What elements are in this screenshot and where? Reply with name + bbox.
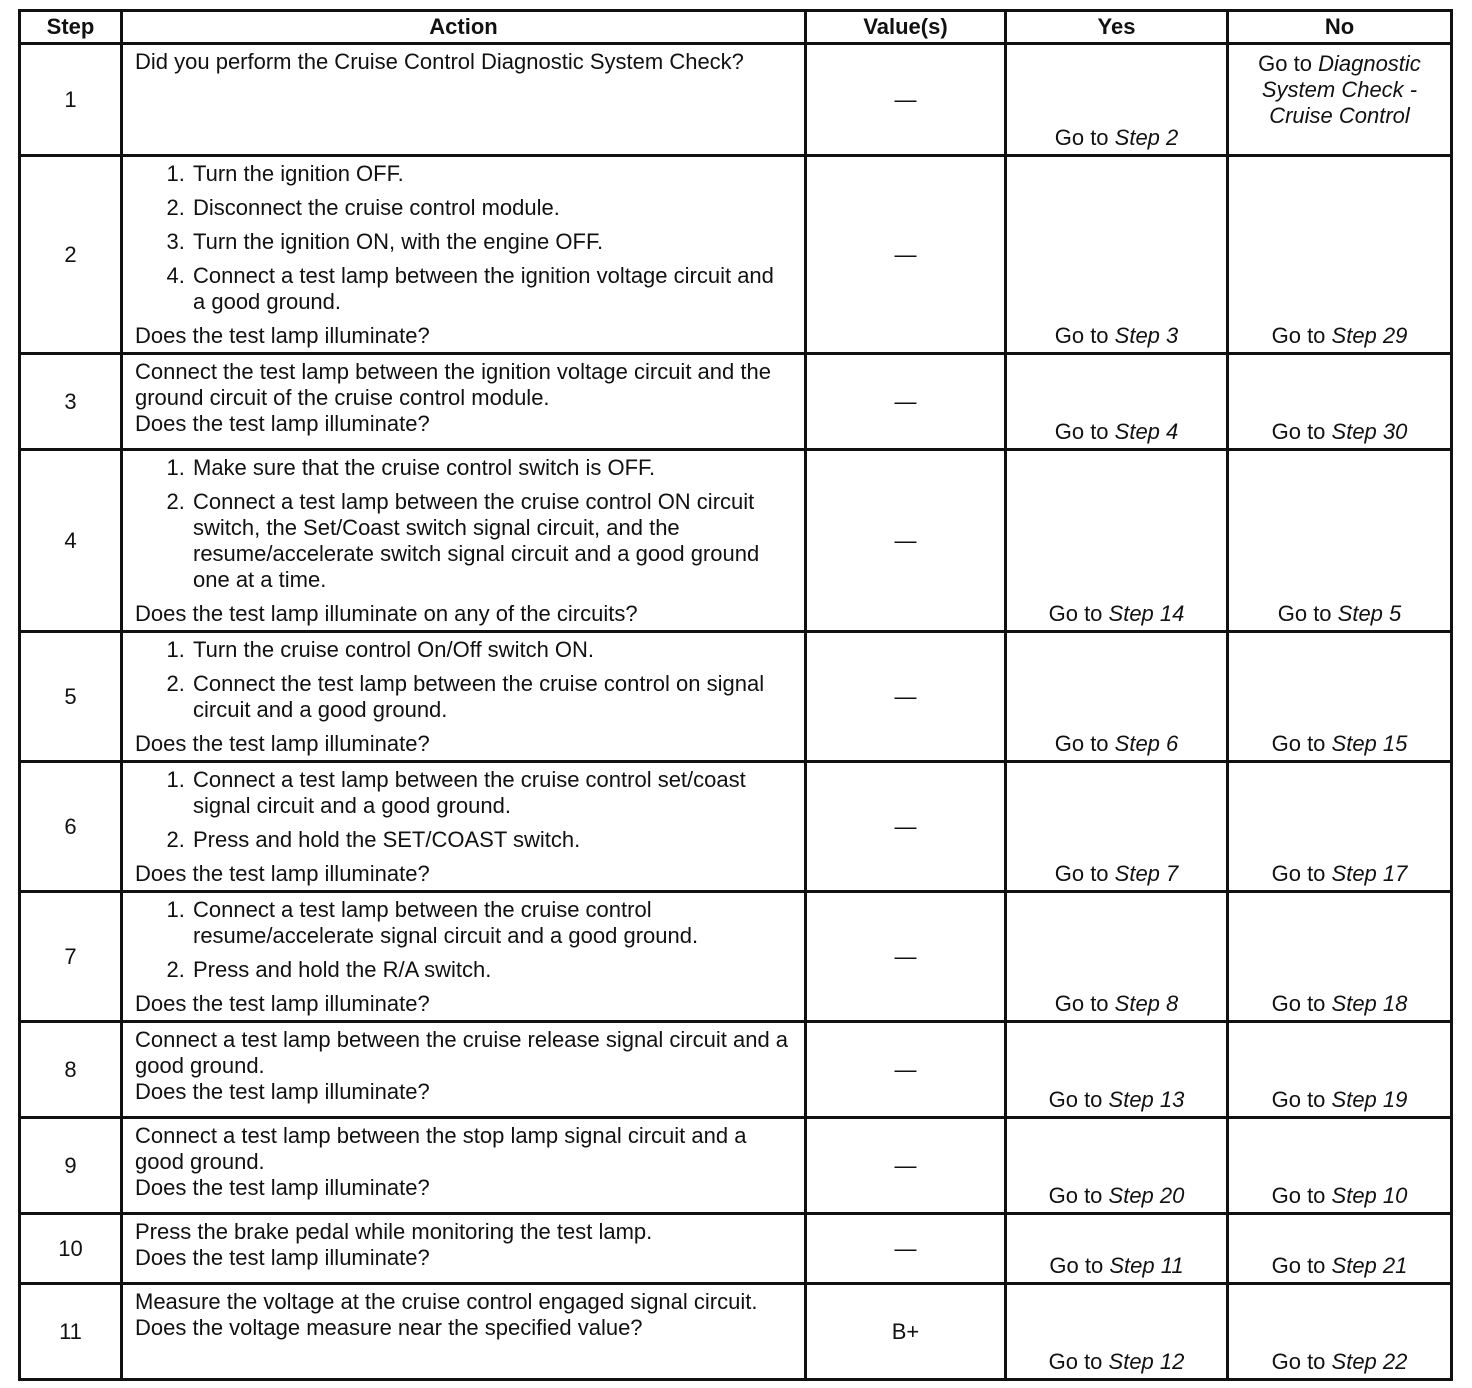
action-item: 2. Connect the test lamp between the cruise control on signal circuit and a good ground. [191, 671, 792, 723]
step-number: 4 [20, 450, 122, 632]
yes-prefix: Go to [1049, 1253, 1110, 1278]
action-list [135, 161, 792, 315]
no-step-ref: Step 19 [1331, 1087, 1408, 1112]
value-cell: — [806, 762, 1006, 892]
no-step-ref: Step 30 [1331, 419, 1408, 444]
step-number: 2 [20, 156, 122, 354]
step-number: 8 [20, 1022, 122, 1118]
header-yes: Yes [1006, 11, 1228, 44]
table-row [20, 632, 1452, 762]
yes-step-ref: Step 11 [1109, 1253, 1184, 1278]
value-cell: — [806, 1022, 1006, 1118]
table-row [20, 156, 1452, 354]
no-cell [1228, 450, 1452, 632]
yes-cell [1006, 44, 1228, 156]
action-cell [122, 156, 806, 354]
step-number: 7 [20, 892, 122, 1022]
action-question: Does the voltage measure near the specified value? [135, 1315, 643, 1340]
no-step-ref: Step 15 [1331, 731, 1408, 756]
yes-prefix: Go to [1054, 991, 1115, 1016]
no-step-ref: Step 18 [1331, 991, 1408, 1016]
yes-prefix: Go to [1054, 125, 1115, 150]
table-row [20, 1022, 1452, 1118]
action-item: 1. Connect a test lamp between the cruise control set/coast signal circuit and a good ground. [191, 767, 792, 819]
yes-prefix: Go to [1054, 731, 1115, 756]
yes-step-ref: Step 3 [1114, 323, 1179, 348]
action-item: 2. Press and hold the R/A switch. [191, 957, 792, 983]
action-cell [122, 632, 806, 762]
no-prefix: Go to [1271, 1183, 1332, 1208]
yes-cell [1006, 156, 1228, 354]
table-row [20, 450, 1452, 632]
table-row [20, 762, 1452, 892]
action-text: Connect a test lamp between the cruise release signal circuit and a good ground. [135, 1027, 789, 1078]
action-question: Does the test lamp illuminate? [135, 1245, 430, 1270]
yes-step-ref: Step 4 [1114, 419, 1179, 444]
yes-prefix: Go to [1048, 601, 1109, 626]
table-row [20, 1214, 1452, 1284]
yes-cell [1006, 892, 1228, 1022]
yes-cell [1006, 1284, 1228, 1380]
no-cell [1228, 892, 1452, 1022]
yes-prefix: Go to [1048, 1087, 1109, 1112]
diagnostic-table [18, 9, 1453, 1381]
table-row [20, 354, 1452, 450]
action-question: Does the test lamp illuminate? [135, 991, 430, 1016]
yes-prefix: Go to [1054, 323, 1115, 348]
no-cell [1228, 1284, 1452, 1380]
action-cell [122, 892, 806, 1022]
no-step-ref: Step 10 [1331, 1183, 1408, 1208]
no-step-ref: Step 29 [1331, 323, 1408, 348]
header-values: Value(s) [806, 11, 1006, 44]
table-row [20, 44, 1452, 156]
value-cell: — [806, 1214, 1006, 1284]
no-cell [1228, 44, 1452, 156]
action-item: 4. Connect a test lamp between the ignition voltage circuit and a good ground. [191, 263, 792, 315]
action-cell [122, 44, 806, 156]
action-item: 1. Connect a test lamp between the cruise control resume/accelerate signal circuit and a good ground. [191, 897, 792, 949]
no-prefix: Go to [1271, 1087, 1332, 1112]
action-list [135, 637, 792, 723]
no-cell [1228, 156, 1452, 354]
step-number: 5 [20, 632, 122, 762]
action-question: Does the test lamp illuminate? [135, 1079, 430, 1104]
action-text: Did you perform the Cruise Control Diagnostic System Check? [135, 49, 744, 74]
table-row [20, 892, 1452, 1022]
no-prefix: Go to [1271, 731, 1332, 756]
step-number: 1 [20, 44, 122, 156]
table-body [20, 44, 1452, 1380]
yes-step-ref: Step 2 [1114, 125, 1179, 150]
action-cell [122, 762, 806, 892]
no-step-ref: Step 22 [1331, 1349, 1408, 1374]
yes-cell [1006, 450, 1228, 632]
action-item: 2. Connect a test lamp between the cruise control ON circuit switch, the Set/Coast switch signal circuit, and the resume/accelerate switch signal circuit and a good ground one at a time. [191, 489, 792, 593]
action-item: 2. Press and hold the SET/COAST switch. [191, 827, 792, 853]
yes-cell [1006, 1022, 1228, 1118]
yes-step-ref: Step 6 [1114, 731, 1179, 756]
action-question: Does the test lamp illuminate? [135, 1175, 430, 1200]
action-cell [122, 1118, 806, 1214]
value-cell: — [806, 632, 1006, 762]
yes-step-ref: Step 7 [1114, 861, 1179, 886]
action-question: Does the test lamp illuminate? [135, 731, 430, 756]
no-step-ref: Step 21 [1331, 1253, 1408, 1278]
value-cell: — [806, 156, 1006, 354]
no-cell [1228, 1118, 1452, 1214]
no-cell [1228, 354, 1452, 450]
yes-step-ref: Step 20 [1108, 1183, 1185, 1208]
yes-prefix: Go to [1048, 1349, 1109, 1374]
action-list [135, 897, 792, 983]
no-prefix: Go to [1271, 323, 1332, 348]
step-number: 11 [20, 1284, 122, 1380]
no-cell [1228, 1022, 1452, 1118]
step-number: 9 [20, 1118, 122, 1214]
no-step-ref: Step 5 [1337, 601, 1402, 626]
step-number: 10 [20, 1214, 122, 1284]
action-text: Connect the test lamp between the ignition voltage circuit and the ground circuit of the cruise control module. [135, 359, 771, 410]
yes-cell [1006, 354, 1228, 450]
no-cell [1228, 1214, 1452, 1284]
yes-step-ref: Step 12 [1108, 1349, 1185, 1374]
yes-cell [1006, 1214, 1228, 1284]
no-step-ref: Step 17 [1331, 861, 1408, 886]
no-step-ref: Diagnostic System Check - Cruise Control [1261, 51, 1421, 128]
yes-step-ref: Step 14 [1108, 601, 1185, 626]
step-number: 3 [20, 354, 122, 450]
yes-prefix: Go to [1048, 1183, 1109, 1208]
yes-cell [1006, 1118, 1228, 1214]
no-cell [1228, 632, 1452, 762]
action-list [135, 767, 792, 853]
action-cell [122, 354, 806, 450]
no-prefix: Go to [1271, 991, 1332, 1016]
action-list [135, 455, 792, 593]
action-item: 2. Disconnect the cruise control module. [191, 195, 792, 221]
action-item: 1. Turn the cruise control On/Off switch ON. [191, 637, 792, 663]
value-cell: — [806, 892, 1006, 1022]
no-prefix: Go to [1258, 51, 1319, 76]
yes-step-ref: Step 8 [1114, 991, 1179, 1016]
action-item: 1. Turn the ignition OFF. [191, 161, 792, 187]
action-question: Does the test lamp illuminate? [135, 861, 430, 886]
yes-prefix: Go to [1054, 861, 1115, 886]
value-cell: — [806, 1118, 1006, 1214]
step-number: 6 [20, 762, 122, 892]
no-prefix: Go to [1277, 601, 1338, 626]
yes-cell [1006, 632, 1228, 762]
value-cell: — [806, 44, 1006, 156]
header-action: Action [122, 11, 806, 44]
action-text: Press the brake pedal while monitoring the test lamp. [135, 1219, 653, 1244]
action-cell [122, 1214, 806, 1284]
action-cell [122, 1284, 806, 1380]
table-row [20, 1118, 1452, 1214]
value-cell: — [806, 450, 1006, 632]
action-item: 1. Make sure that the cruise control switch is OFF. [191, 455, 792, 481]
action-cell [122, 1022, 806, 1118]
no-prefix: Go to [1271, 1253, 1332, 1278]
value-cell: — [806, 354, 1006, 450]
yes-step-ref: Step 13 [1108, 1087, 1185, 1112]
table-row [20, 1284, 1452, 1380]
header-no: No [1228, 11, 1452, 44]
action-item: 3. Turn the ignition ON, with the engine OFF. [191, 229, 792, 255]
value-cell: B+ [806, 1284, 1006, 1380]
action-text: Connect a test lamp between the stop lamp signal circuit and a good ground. [135, 1123, 747, 1174]
header-row [20, 11, 1452, 44]
header-step: Step [20, 11, 122, 44]
action-cell [122, 450, 806, 632]
no-prefix: Go to [1271, 861, 1332, 886]
no-prefix: Go to [1271, 419, 1332, 444]
yes-prefix: Go to [1054, 419, 1115, 444]
action-question: Does the test lamp illuminate? [135, 323, 430, 348]
no-cell [1228, 762, 1452, 892]
action-text: Measure the voltage at the cruise control engaged signal circuit. [135, 1289, 758, 1314]
yes-cell [1006, 762, 1228, 892]
no-prefix: Go to [1271, 1349, 1332, 1374]
action-question: Does the test lamp illuminate? [135, 411, 430, 436]
action-question: Does the test lamp illuminate on any of the circuits? [135, 601, 638, 626]
